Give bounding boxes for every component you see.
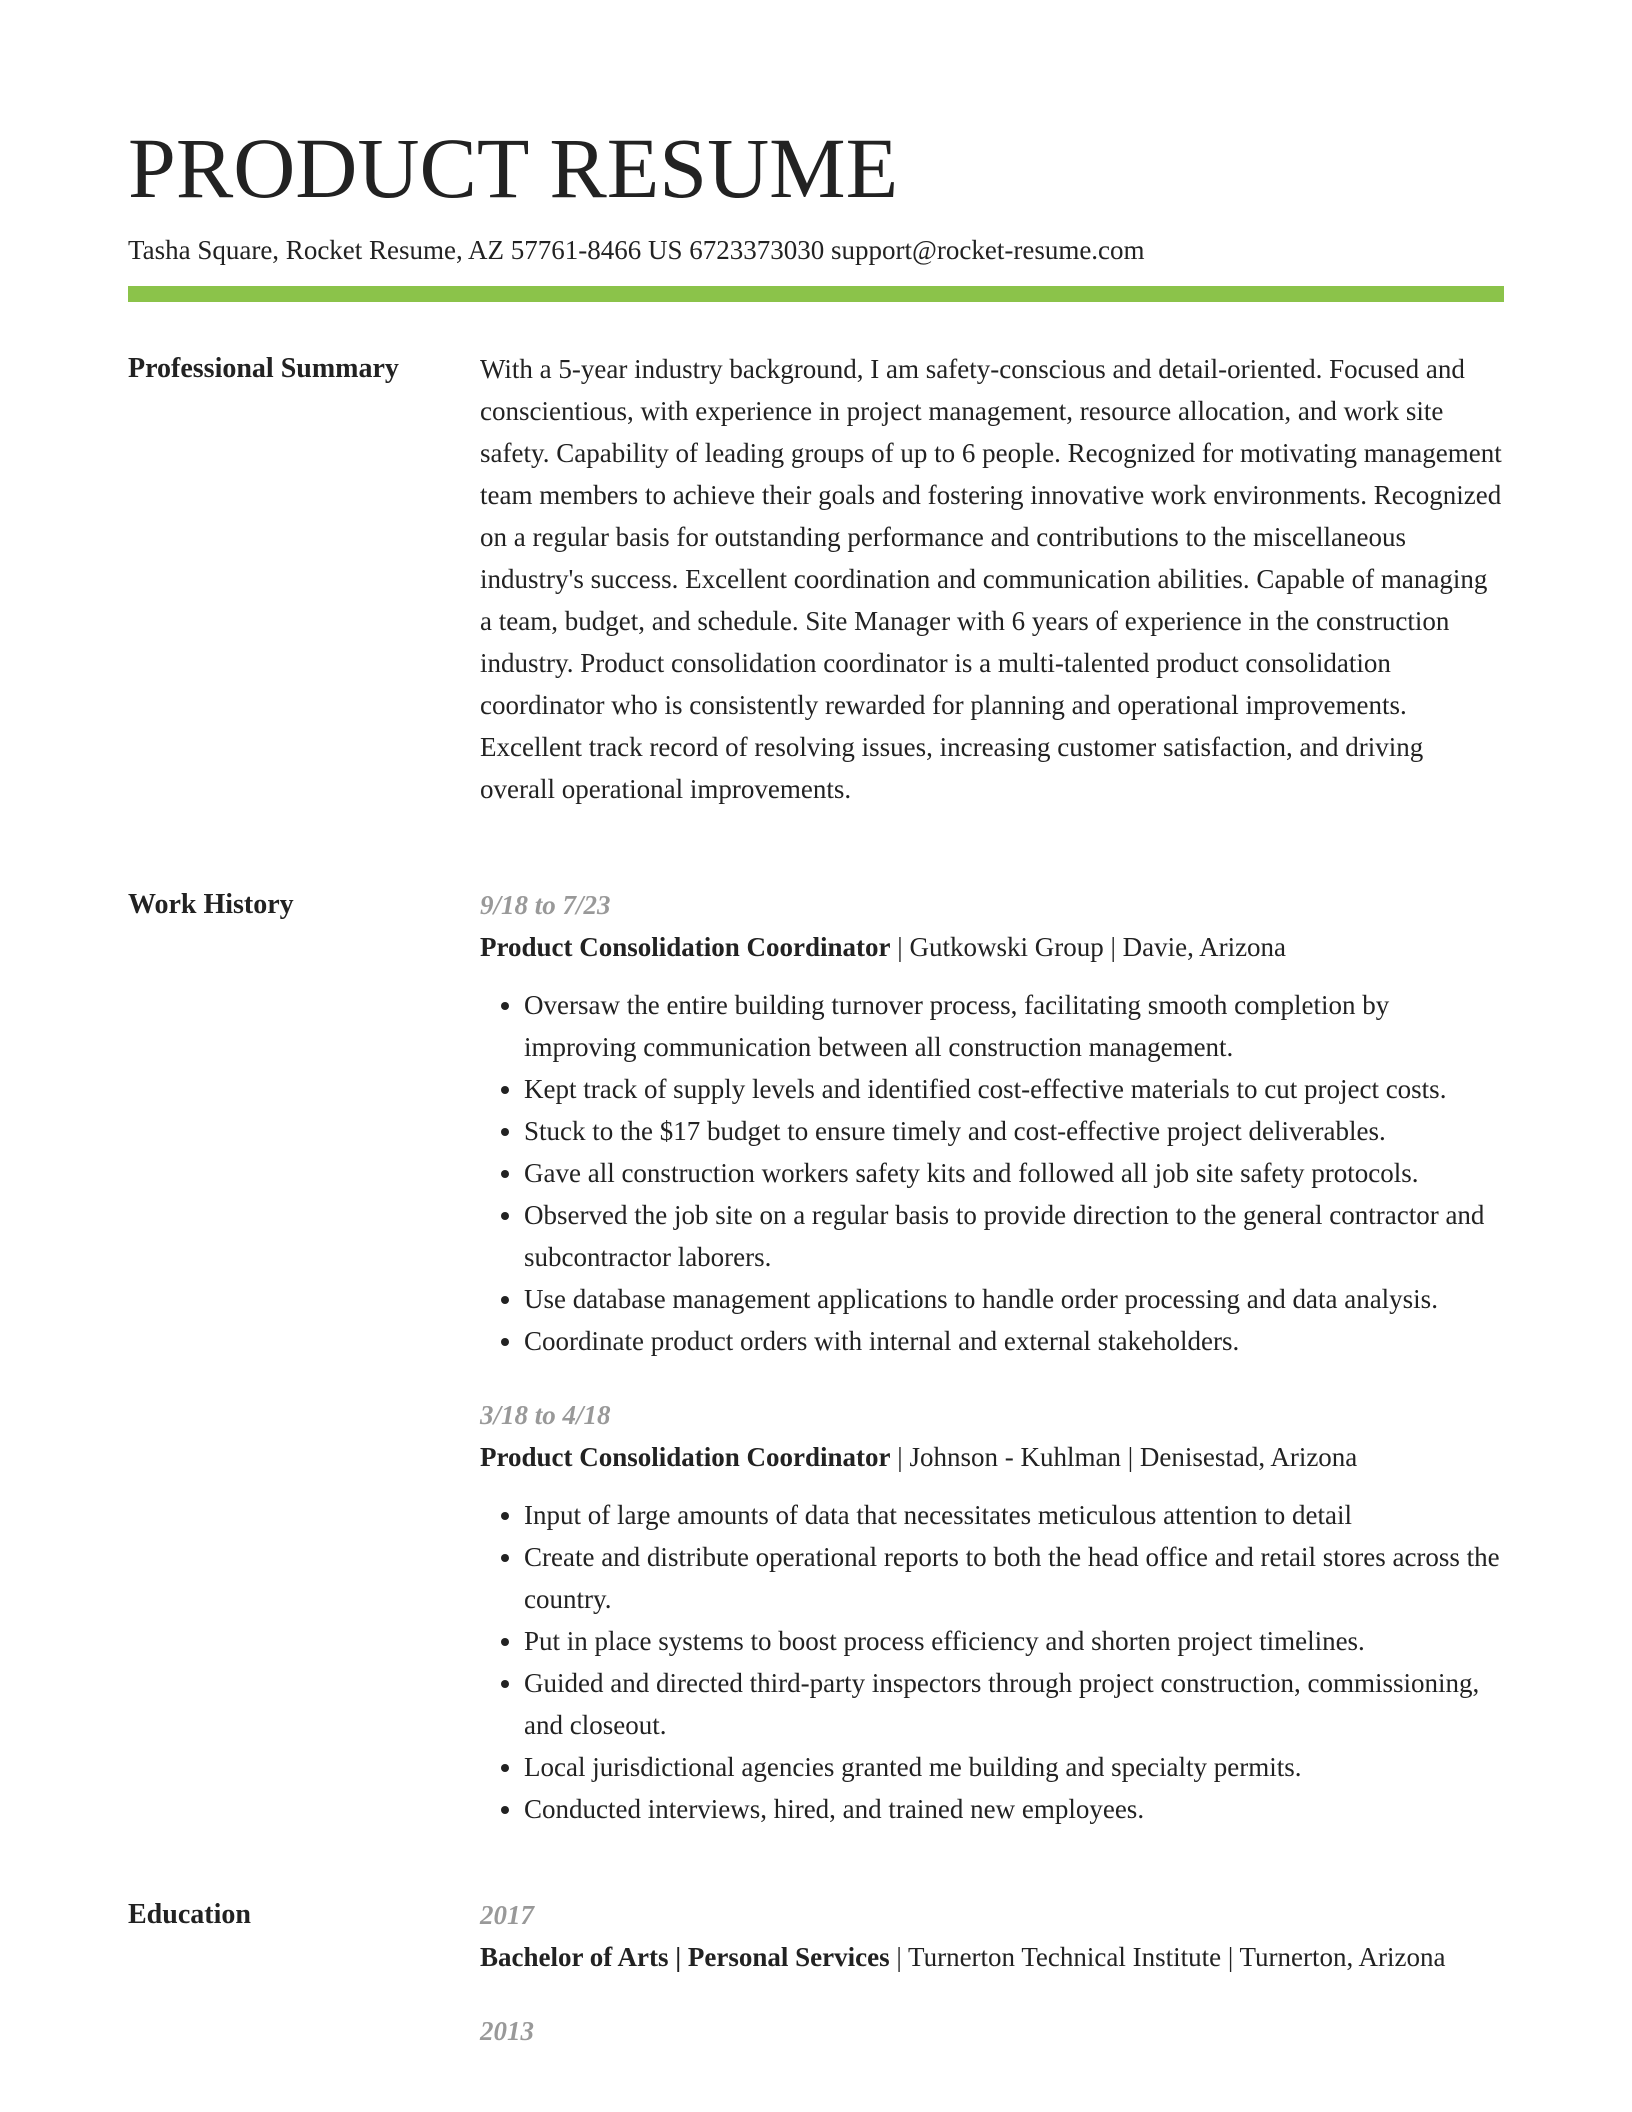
job-bullets <box>480 1494 1504 1830</box>
job-bullet: • Conducted interviews, hired, and trained new employees. <box>524 1788 1504 1830</box>
education-degree: Bachelor of Arts | Personal Services <box>480 1942 890 1972</box>
job-company: | Gutkowski Group | Davie, Arizona <box>890 932 1287 962</box>
job-title: Product Consolidation Coordinator <box>480 932 891 962</box>
job-bullet: • Local jurisdictional agencies granted me building and specialty permits. <box>524 1746 1504 1788</box>
job-entry <box>480 884 1504 1362</box>
education-line <box>480 1936 1504 1978</box>
accent-rule <box>128 286 1504 302</box>
job-bullet: • Gave all construction workers safety kits and followed all job site safety protocols. <box>524 1152 1504 1194</box>
education-school: | Turnerton Technical Institute | Turnerton, Arizona <box>889 1942 1446 1972</box>
job-entry <box>480 1394 1504 1830</box>
education-heading: Education <box>128 1899 251 1930</box>
job-role-line <box>480 1436 1504 1478</box>
summary-section <box>480 348 1504 810</box>
job-role-line <box>480 926 1504 968</box>
job-title: Product Consolidation Coordinator <box>480 1442 891 1472</box>
job-bullet: • Observed the job site on a regular basis to provide direction to the general contractor and subcontractor laborers. <box>524 1194 1504 1278</box>
job-bullets <box>480 984 1504 1362</box>
education-year: 2013 <box>480 2016 534 2046</box>
job-bullet: • Input of large amounts of data that necessitates meticulous attention to detail <box>524 1494 1504 1536</box>
education-entry <box>480 2010 1504 2052</box>
work-history-heading: Work History <box>128 889 294 920</box>
job-bullet: • Stuck to the $17 budget to ensure timely and cost-effective project deliverables. <box>524 1110 1504 1152</box>
job-bullet: • Put in place systems to boost process efficiency and shorten project timelines. <box>524 1620 1504 1662</box>
job-bullet: • Kept track of supply levels and identified cost-effective materials to cut project costs. <box>524 1068 1504 1110</box>
job-bullet: • Use database management applications to handle order processing and data analysis. <box>524 1278 1504 1320</box>
summary-text: With a 5-year industry background, I am safety-conscious and detail-oriented. Focused and conscientious, with experience in project management, resource allocation, and work site safety. Capability of leading groups of up to 6 people. Recognized for motivating management team members to achieve their goals and fostering innovative work environments. Recognized on a regular basis for outstanding performance and contributions to the miscellaneous industry's success. Excellent coordination and communication abilities. Capable of managing a team, budget, and schedule. Site Manager with 6 years of experience in the construction industry. Product consolidation coordinator is a multi-talented product consolidation coordinator who is consistently rewarded for planning and operational improvements. Excellent track record of resolving issues, increasing customer satisfaction, and driving overall operational improvements. <box>480 354 1502 804</box>
job-company: | Johnson - Kuhlman | Denisestad, Arizona <box>890 1442 1358 1472</box>
resume-title: PRODUCT RESUME <box>128 120 899 216</box>
job-dates: 3/18 to 4/18 <box>480 1400 611 1430</box>
summary-heading: Professional Summary <box>128 353 399 384</box>
education-year: 2017 <box>480 1900 534 1930</box>
job-bullet: • Coordinate product orders with internal and external stakeholders. <box>524 1320 1504 1362</box>
work-history-section <box>480 884 1504 1830</box>
job-bullet: • Guided and directed third-party inspectors through project construction, commissioning, and closeout. <box>524 1662 1504 1746</box>
job-dates: 9/18 to 7/23 <box>480 890 611 920</box>
job-bullet: • Create and distribute operational reports to both the head office and retail stores across the country. <box>524 1536 1504 1620</box>
education-section <box>480 1894 1504 2052</box>
job-bullet: • Oversaw the entire building turnover process, facilitating smooth completion by improving communication between all construction management. <box>524 984 1504 1068</box>
contact-line: Tasha Square, Rocket Resume, AZ 57761-8466 US 6723373030 support@rocket-resume.com <box>128 235 1145 265</box>
education-entry <box>480 1894 1504 1978</box>
